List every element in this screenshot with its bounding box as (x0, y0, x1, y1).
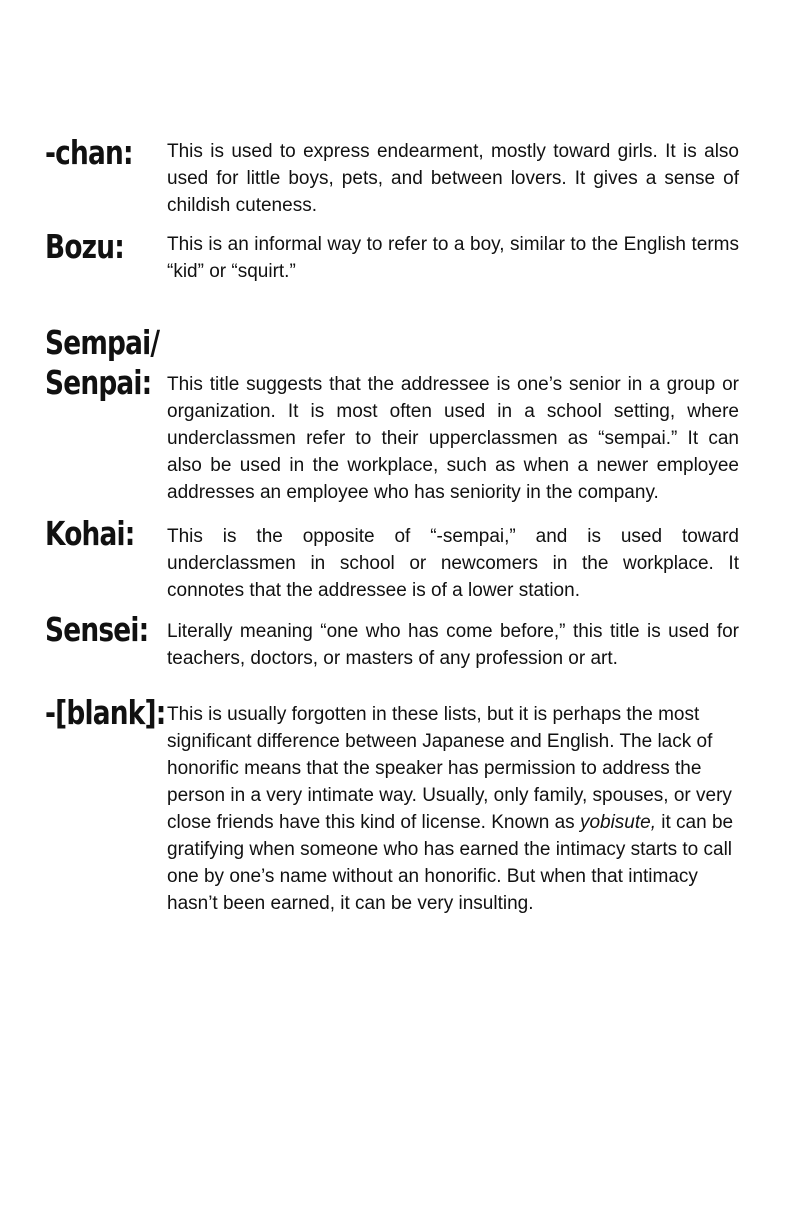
term-sempai-line1: Sempai/ (45, 323, 160, 362)
definition-sempai: This title suggests that the addressee is one’s senior in a group or organization. It is most often used in a school setting, where underclassmen refer to their upperclassmen as “sempai.” It can also be used in the workplace, such as when a newer employee addresses an employee who has seniority in the company. (167, 374, 739, 503)
term-chan: -chan: (45, 133, 133, 172)
definition-kohai: This is the opposite of “-sempai,” and is used toward underclassmen in school or newcomers in the workplace. It connotes that the addressee is of a lower station. (167, 526, 739, 601)
term-blank: -[blank]: (45, 693, 166, 732)
term-sempai (45, 323, 159, 403)
definition-blank-emphasis: yobisute, (579, 812, 656, 833)
term-kohai: Kohai: (45, 514, 135, 553)
term-sensei: Sensei: (45, 610, 149, 649)
definition-sensei: Literally meaning “one who has come before,” this title is used for teachers, doctors, or masters of any profession or art. (167, 621, 739, 669)
definition-blank-part1: This is usually forgotten in these lists, but it is perhaps the most significant difference between Japanese and English. The lack of honorific means that the speaker has permission to address the person in a very intimate way. Usually, only family, spouses, or very close friends have this kind of license. Known as (167, 704, 732, 833)
definition-bozu: This is an informal way to refer to a boy, similar to the English terms “kid” or “squirt.” (167, 234, 739, 282)
definition-blank-part2: it can be gratifying when someone who has earned the intimacy starts to call one by one’s name without an honorific. But when that intimacy hasn’t been earned, it can be very insulting. (167, 812, 734, 914)
term-bozu: Bozu: (45, 227, 124, 266)
term-sempai-line2: Senpai: (45, 363, 152, 402)
definition-blank (167, 701, 739, 917)
definition-chan: This is used to express endearment, mostly toward girls. It is also used for little boys, pets, and between lovers. It gives a sense of childish cuteness. (167, 141, 739, 216)
